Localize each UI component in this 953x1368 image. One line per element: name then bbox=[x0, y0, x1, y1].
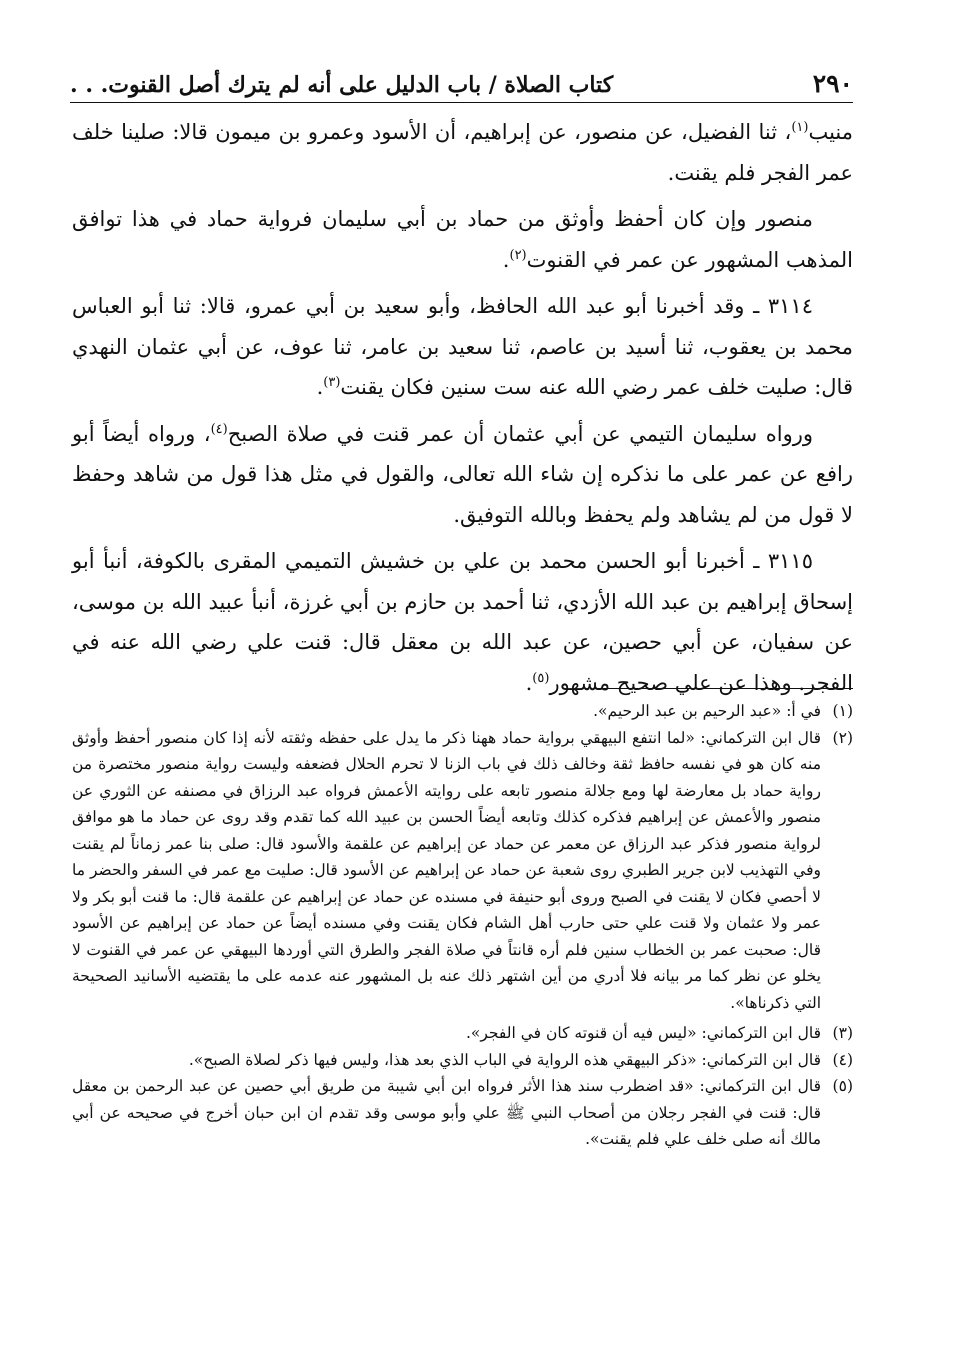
footnote bbox=[72, 698, 853, 725]
paragraph-text: منصور وإن كان أحفظ وأوثق من حماد بن أبي سليمان فرواية حماد في هذا توافق المذهب المشهور عن عمر في القنوت bbox=[72, 207, 853, 272]
footnote-text: قال ابن التركماني: «ذكر البيهقي هذه الرواية في الباب الذي بعد هذا، وليس فيها ذكر لصلاة الصبح». bbox=[188, 1050, 821, 1069]
hadith-paragraph bbox=[72, 286, 853, 408]
footnotes bbox=[72, 698, 853, 1153]
paragraph bbox=[72, 414, 853, 536]
footnote-text: قال ابن التركماني: «لما انتفع البيهقي برواية حماد ههنا ذكر ما يدل على حفظه وثقته لأنه إذا كان منصور أحفظ وأوثق منه كان هو في نفسه حافظ ثقة وخالف ذلك في باب الزنا لا تحرم الحلال فضعفه وليست رواية منصور مختصرة من رواية حماد بل معارضة لها ومع جلالة منصور تابعه على روايته الأعمش فرواه عبد الرزاق في مصنفه عن الثوري عن منصور والأعمش عن إبراهيم فذكره كذلك وتابعه أيضاً الحسن بن عبيد الله كما تقدم وقد روى عن حماد ما هو موافق لرواية منصور فذكر عبد الرزاق عن معمر عن حماد عن إبراهيم عن علقمة والأسود قال: صلى بنا عمر زماناً لم يقنت وفي التهذيب لابن جرير الطبري روى شعبة عن حماد عن إبراهيم عن الأسود قال: صليت مع عمر في السفر والحضر ما لا أحصي فكان لا يقنت في الصبح وروى أبو حنيفة في مسنده عن حماد عن إبراهيم عن علقمة قال: ما قنت أبو بكر ولا عمر ولا عثمان ولا قنت علي حتى حارب أهل الشام فكان يقنت وفي مسنده أيضاً عن حماد عن إبراهيم عن الأسود قال: صحبت عمر بن الخطاب سنين فلم أره قانتاً في صلاة الفجر والطرق التي أوردها البيهقي عن عمر في القنوت لا يخلو عن نظر كما مر بيانه فلا أدري من أين اشتهر ذلك عنه بل المشهور عنه عدمه على ما يقتضيه الأسانيد الصحيحة التي ذكرناها». bbox=[72, 728, 821, 1012]
page-number: ٢٩٠ bbox=[812, 69, 853, 98]
running-header bbox=[70, 58, 853, 103]
paragraph-text: منيب bbox=[808, 120, 853, 144]
footnote-number: (٢) bbox=[832, 728, 853, 747]
paragraph bbox=[72, 199, 853, 280]
footnote-number: (١) bbox=[832, 702, 853, 720]
footnote-number: (٤) bbox=[832, 1050, 853, 1069]
main-text bbox=[72, 112, 853, 703]
paragraph-text: ٣١١٥ ـ أخبرنا أبو الحسن محمد بن علي بن خشيش التميمي المقرى بالكوفة، أنبأ أبو إسحاق إبراهيم بن عبد الله الأزدي، ثنا أحمد بن حازم بن أبي غرزة، أنبأ عبيد الله بن موسى، عن سفيان، عن أبي حصين، عن عبد الله بن معقل قال: قنت علي رضي الله عنه في الفجر. وهذا عن علي صحيح مشهور bbox=[72, 549, 853, 695]
footnote bbox=[72, 725, 853, 1017]
footnote bbox=[72, 1020, 853, 1047]
footnote-text: في أ: «عبد الرحيم بن عبد الرحيم». bbox=[593, 702, 821, 720]
paragraph-text: ٣١١٤ ـ وقد أخبرنا أبو عبد الله الحافظ، وأبو سعيد بن أبي عمرو، قالا: ثنا أبو العباس محمد بن يعقوب، ثنا أسيد بن عاصم، ثنا سعيد بن عامر، ثنا عوف، عن أبي عثمان النهدي قال: صليت خلف عمر رضي الله عنه ست سنين فكان يقنت bbox=[72, 294, 853, 399]
footnote bbox=[72, 1073, 853, 1153]
footnote-number: (٣) bbox=[832, 1024, 853, 1042]
footnote-separator bbox=[595, 688, 853, 689]
paragraph-text: . bbox=[316, 375, 324, 399]
footnote-ref: (١) bbox=[791, 120, 809, 135]
footnote-text: قال ابن التركماني: «قد اضطرب سند هذا الأثر فرواه ابن أبي شيبة من طريق أبي حصين عن عبد الرحمن بن معقل قال: قنت في الفجر رجلان من أصحاب النبي ﷺ علي وأبو موسى وقد تقدم ان ابن حبان أخرج في صحيحه عن أبي مالك أنه صلى خلف علي فلم يقنت». bbox=[72, 1077, 821, 1148]
paragraph bbox=[72, 112, 853, 193]
footnote-ref: (٢) bbox=[509, 247, 527, 263]
footnote-text: قال ابن التركماني: «ليس فيه أن قنوته كان في الفجر». bbox=[465, 1024, 821, 1042]
footnote-ref: (٤) bbox=[210, 421, 228, 437]
footnote-number: (٥) bbox=[832, 1077, 853, 1095]
footnote-ref: (٣) bbox=[323, 375, 341, 390]
paragraph-text: ، ثنا الفضيل، عن منصور، عن إبراهيم، أن الأسود وعمرو بن ميمون قالا: صلينا خلف عمر الفجر فلم يقنت. bbox=[72, 120, 853, 185]
paragraph-text: ، ورواه أيضاً أبو رافع عن عمر على ما نذكره إن شاء الله تعالى، والقول في مثل هذا قول من شاهد وحفظ لا قول من لم يشاهد ولم يحفظ وبالله التوفيق. bbox=[72, 421, 853, 527]
paragraph-text: ورواه سليمان التيمي عن أبي عثمان أن عمر قنت في صلاة الصبح bbox=[227, 421, 813, 446]
footnote-ref: (٥) bbox=[532, 670, 550, 686]
hadith-paragraph bbox=[72, 541, 853, 703]
footnote bbox=[72, 1047, 853, 1074]
paragraph-text: . bbox=[525, 670, 533, 695]
chapter-title: كتاب الصلاة / باب الدليل على أنه لم يترك أصل القنوت. . . bbox=[70, 72, 614, 98]
paragraph-text: . bbox=[502, 247, 510, 272]
